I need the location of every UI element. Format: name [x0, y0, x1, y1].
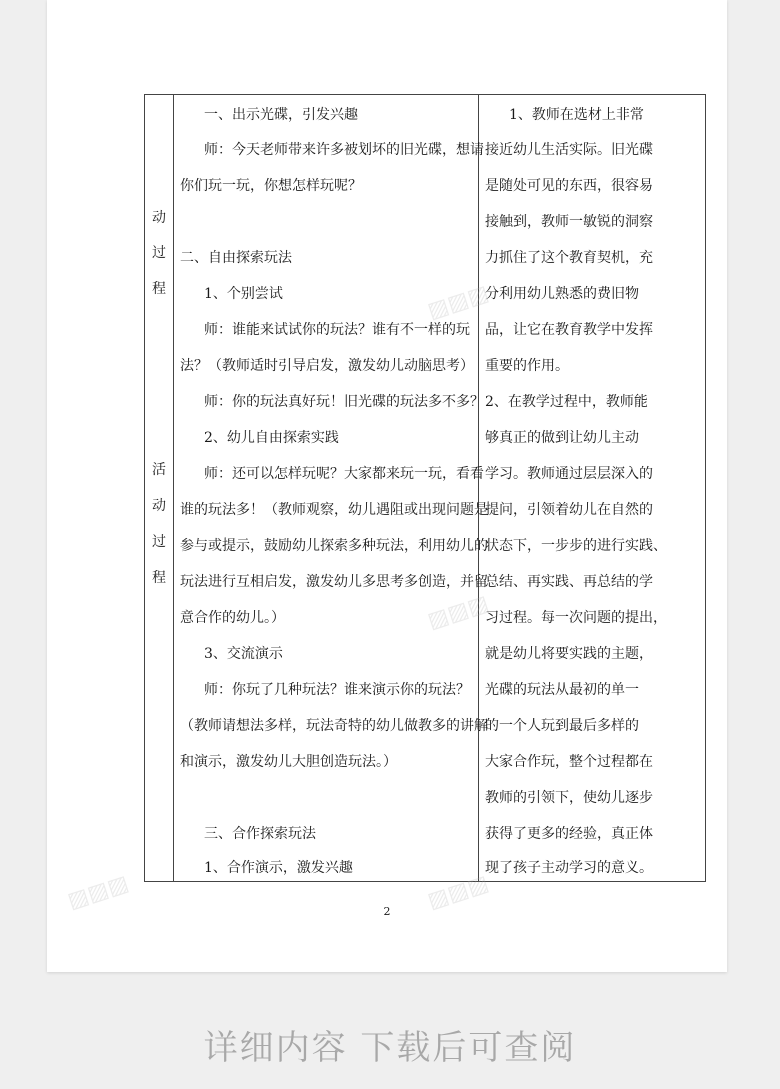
text-line: 习过程。每一次问题的提出，	[485, 610, 667, 626]
sub-heading: 1、合作演示，激发兴趣	[204, 860, 353, 876]
stage-label-char: 程	[152, 281, 166, 297]
text-line: 教师的引领下，使幼儿逐步	[485, 790, 653, 806]
watermark-icon: ▨▨▨	[424, 590, 492, 635]
text-line: 提问，引领着幼儿在自然的	[485, 502, 653, 518]
text-line: 你们玩一玩，你想怎样玩呢？	[180, 178, 362, 194]
text-line: 够真正的做到让幼儿主动	[485, 430, 639, 446]
document-page	[47, 0, 727, 972]
text-line: 是随处可见的东西，很容易	[485, 178, 653, 194]
text-line: 师：还可以怎样玩呢？大家都来玩一玩，看看	[204, 466, 484, 482]
stage-label-char: 动	[152, 498, 166, 514]
stage-label-char: 动	[152, 210, 166, 226]
section-heading: 三、合作探索玩法	[204, 826, 316, 842]
sub-heading: 2、幼儿自由探索实践	[204, 430, 339, 446]
section-heading: 二、自由探索玩法	[180, 250, 292, 266]
stage-label-char: 活	[152, 462, 166, 478]
stage-label-char: 过	[152, 534, 166, 550]
text-line: 师：谁能来试试你的玩法？谁有不一样的玩	[204, 322, 470, 338]
text-line: （教师请想法多样，玩法奇特的幼儿做教多的讲解	[180, 718, 488, 734]
text-line: 和演示，激发幼儿大胆创造玩法。）	[180, 754, 397, 770]
text-line: 玩法进行互相启发，激发幼儿多思考多创造，并留	[180, 574, 488, 590]
text-line: 重要的作用。	[485, 358, 569, 374]
stage-label-column	[145, 95, 173, 881]
text-line: 的一个人玩到最后多样的	[485, 718, 639, 734]
stage-label-char: 程	[152, 570, 166, 586]
activity-process-column	[174, 95, 488, 881]
sub-heading: 1、个别尝试	[204, 286, 283, 302]
text-line: 师：今天老师带来许多被划坏的旧光碟，想请	[204, 142, 484, 158]
text-line: 光碟的玩法从最初的单一	[485, 682, 639, 698]
reflection-column	[479, 95, 707, 881]
text-line: 接近幼儿生活实际。旧光碟	[485, 142, 653, 158]
text-line: 师：你玩了几种玩法？谁来演示你的玩法？	[204, 682, 470, 698]
watermark-icon: ▨▨▨	[424, 870, 492, 915]
section-heading: 一、出示光碟，引发兴趣	[204, 107, 358, 123]
download-hint: 详细内容 下载后可查阅	[203, 1028, 577, 1068]
text-line: 总结、再实践、再总结的学	[485, 574, 653, 590]
page-number: 2	[383, 905, 391, 918]
text-line: 大家合作玩，整个过程都在	[485, 754, 653, 770]
text-line: 获得了更多的经验，真正体	[485, 826, 653, 842]
text-line: 现了孩子主动学习的意义。	[485, 860, 653, 876]
stage-label-char: 过	[152, 245, 166, 261]
text-line: 意合作的幼儿。）	[180, 610, 285, 626]
text-line: 法？（教师适时引导启发，激发幼儿动脑思考）	[180, 358, 474, 374]
sub-heading: 3、交流演示	[204, 646, 283, 662]
text-line: 学习。教师通过层层深入的	[485, 466, 653, 482]
text-line: 力抓住了这个教育契机，充	[485, 250, 653, 266]
text-line: 就是幼儿将要实践的主题，	[485, 646, 653, 662]
text-line: 2、在教学过程中，教师能	[485, 394, 648, 410]
text-line: 状态下，一步步的进行实践、	[485, 538, 667, 554]
text-line: 1、教师在选材上非常	[509, 107, 644, 123]
text-line: 参与或提示，鼓励幼儿探索多种玩法，利用幼儿的	[180, 538, 488, 554]
text-line: 品，让它在教育教学中发挥	[485, 322, 653, 338]
watermark-icon: ▨▨▨	[424, 280, 492, 325]
text-line: 分利用幼儿熟悉的费旧物	[485, 286, 639, 302]
text-line: 接触到，教师一敏锐的洞察	[485, 214, 653, 230]
text-line: 谁的玩法多！（教师观察，幼儿遇阻或出现问题是	[180, 502, 488, 518]
text-line: 师：你的玩法真好玩！旧光碟的玩法多不多？	[204, 394, 484, 410]
lesson-table	[144, 94, 706, 882]
watermark-icon: ▨▨▨	[64, 870, 132, 915]
